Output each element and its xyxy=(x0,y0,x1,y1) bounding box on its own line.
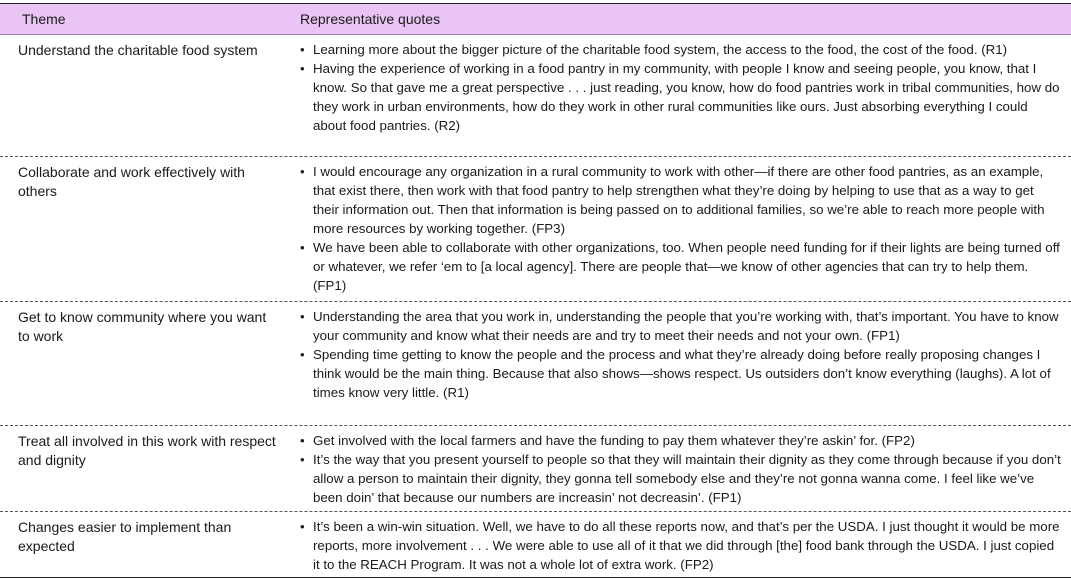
quotes-cell xyxy=(300,302,1071,425)
quote-item: • Learning more about the bigger picture of the charitable food system, the access to the food, the cost of the food. (R1) xyxy=(300,40,1063,59)
quotes-cell xyxy=(300,157,1071,301)
table-row xyxy=(0,35,1071,157)
theme-cell: Changes easier to implement than expected xyxy=(18,519,232,554)
header-theme: Theme xyxy=(22,11,66,27)
table-header xyxy=(0,4,1071,35)
quote-item: • Get involved with the local farmers and have the funding to pay them whatever they’re askin’ for. (FP2) xyxy=(300,431,1063,450)
theme-cell: Get to know community where you want to work xyxy=(18,309,267,344)
table-row xyxy=(0,512,1071,577)
quotes-table xyxy=(0,3,1071,578)
theme-cell: Understand the charitable food system xyxy=(18,42,258,58)
quotes-cell xyxy=(300,35,1071,156)
theme-cell: Treat all involved in this work with respect and dignity xyxy=(18,433,276,468)
quote-item: • Spending time getting to know the people and the process and what they’re already doing before really proposing changes I think would be the main thing. Because that also shows—shows respect. Us outsiders don’t know everything (laughs). A lot of times know very little. (R1) xyxy=(300,345,1063,402)
header-quotes: Representative quotes xyxy=(300,11,441,27)
quote-item: • I would encourage any organization in a rural community to work with other—if there are other food pantries, as an example, that exist there, then work with that food pantry to help strengthen what they’re doing by helping to use that as a way to get their information out. Then that information is being passed on to additional families, so we’re able to reach more people with more resources by working together. (FP3) xyxy=(300,162,1063,238)
table-row xyxy=(0,302,1071,426)
quote-item: • It’s the way that you present yourself to people so that they will maintain their dignity as they come through because if you don’t allow a person to maintain their dignity, they gonna tell somebody else and they’re not gonna wanna come. I feel like we’ve been doin’ that because our numbers are increasin’ not decreasin’. (FP1) xyxy=(300,450,1063,507)
quote-item: • Having the experience of working in a food pantry in my community, with people I know and seeing people, you know, that I know. So that gave me a great perspective . . . just reading, you know, how do food pantries work in tribal communities, how do they work in urban environments, how do they work in other rural communities like ours. Just absorbing everything I could about food pantries. (R2) xyxy=(300,59,1063,135)
quote-item: • It’s been a win-win situation. Well, we have to do all these reports now, and that’s per the USDA. I just thought it would be more reports, more involvement . . . We were able to use all of it that we did through [the] food bank through the USDA. I just copied it to the REACH Program. It was not a whole lot of extra work. (FP2) xyxy=(300,517,1063,574)
quotes-cell xyxy=(300,512,1071,577)
quote-item: • We have been able to collaborate with other organizations, too. When people need funding for if their lights are being turned off or whatever, we refer ‘em to [a local agency]. There are people that—we know of other agencies that can try to help them. (FP1) xyxy=(300,238,1063,295)
quotes-cell xyxy=(300,426,1071,511)
quote-item: • Understanding the area that you work in, understanding the people that you’re working with, that’s important. You have to know your community and know what their needs are and try to meet their needs and not your own. (FP1) xyxy=(300,307,1063,345)
theme-cell: Collaborate and work effectively with others xyxy=(18,164,245,199)
table-row xyxy=(0,157,1071,302)
table-row xyxy=(0,426,1071,512)
